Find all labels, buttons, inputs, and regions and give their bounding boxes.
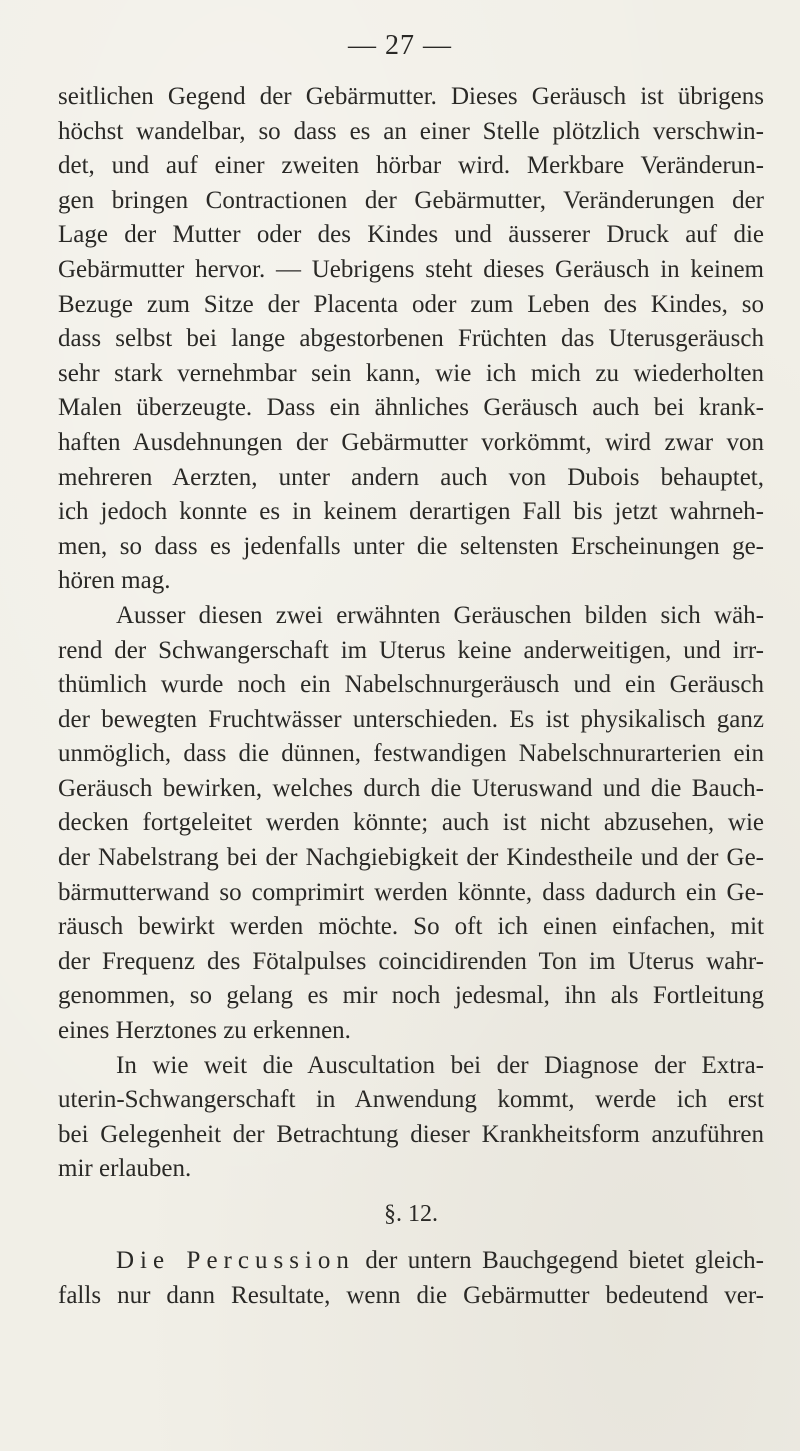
text-line: Lage der Mutter oder des Kindes und äusserer Druck auf die [58, 221, 764, 249]
text-line: thümlich wurde noch ein Nabelschnurgeräusch und ein Geräusch [58, 671, 764, 699]
text-line: bärmutterwand so comprimirt werden könnte, dass dadurch ein Ge- [58, 878, 764, 906]
text-line: unmöglich, dass die dünnen, festwandigen Nabelschnurarterien ein [58, 740, 764, 768]
text-line: räusch bewirkt werden möchte. So oft ich einen einfachen, mit [58, 913, 764, 941]
text-line: der Nabelstrang bei der Nachgiebigkeit der Kindestheile und der Ge- [58, 844, 764, 872]
text-line: uterin-Schwangerschaft in Anwendung kommt, werde ich erst [58, 1086, 764, 1114]
text-line: Geräusch bewirken, welches durch die Uteruswand und die Bauch- [58, 774, 764, 802]
paragraph-start-line [58, 1244, 764, 1279]
text-line: rend der Schwangerschaft im Uterus keine anderweitigen, und irr- [58, 636, 764, 664]
text-line: decken fortgeleitet werden könnte; auch ist nicht abzusehen, wie [58, 809, 764, 837]
page-number: — 27 — [348, 30, 452, 61]
section-heading: §. 12. [384, 1201, 438, 1227]
text-line: eines Herztones zu erkennen. [58, 1017, 351, 1045]
text-line: ich jedoch konnte es in keinem derartigen Fall bis jetzt wahrneh- [58, 498, 764, 526]
text-line: der bewegten Fruchtwässer unterschieden. Es ist physikalisch ganz [58, 705, 764, 733]
text-line: sehr stark vernehmbar sein kann, wie ich mich zu wiederholten [58, 359, 764, 387]
text-line: hören mag. [58, 567, 171, 595]
text-line: gen bringen Contractionen der Gebärmutter, Veränderungen der [58, 186, 764, 214]
paragraph-start-line: Ausser diesen zwei erwähnten Geräuschen bilden sich wäh- [116, 601, 764, 629]
text-line: bei Gelegenheit der Betrachtung dieser Krankheitsform anzuführen [58, 1120, 764, 1148]
text-line: seitlichen Gegend der Gebärmutter. Dieses Geräusch ist übrigens [58, 83, 764, 110]
text-line: Bezuge zum Sitze der Placenta oder zum Leben des Kindes, so [58, 290, 764, 318]
spaced-keyword: Die Percussion [116, 1247, 355, 1274]
text-line: falls nur dann Resultate, wenn die Gebärmutter bedeutend ver- [58, 1281, 764, 1309]
text-line: mehreren Aerzten, unter andern auch von Dubois behauptet, [58, 463, 764, 491]
text-line: der Frequenz des Fötalpulses coincidirenden Ton im Uterus wahr- [58, 947, 764, 975]
text-fragment: der untern Bauchgegend bietet gleich- [354, 1247, 764, 1274]
text-line: genommen, so gelang es mir noch jedesmal, ihn als Fortleitung [58, 982, 764, 1010]
text-line: men, so dass es jedenfalls unter die seltensten Erscheinungen ge- [58, 532, 764, 560]
text-line: dass selbst bei lange abgestorbenen Früchten das Uterusgeräusch [58, 325, 764, 353]
body-text [58, 80, 764, 1313]
text-line: Malen überzeugte. Dass ein ähnliches Geräusch auch bei krank- [58, 394, 764, 422]
text-line: det, und auf einer zweiten hörbar wird. Merkbare Veränderun- [58, 152, 764, 180]
text-line: mir erlauben. [58, 1155, 192, 1183]
text-line: Gebärmutter hervor. — Uebrigens steht dieses Geräusch in keinem [58, 255, 764, 283]
text-line: haften Ausdehnungen der Gebärmutter vorkömmt, wird zwar von [58, 428, 764, 456]
paragraph-start-line: In wie weit die Auscultation bei der Diagnose der Extra- [116, 1051, 764, 1079]
text-line: höchst wandelbar, so dass es an einer Stelle plötzlich verschwin- [58, 117, 764, 145]
